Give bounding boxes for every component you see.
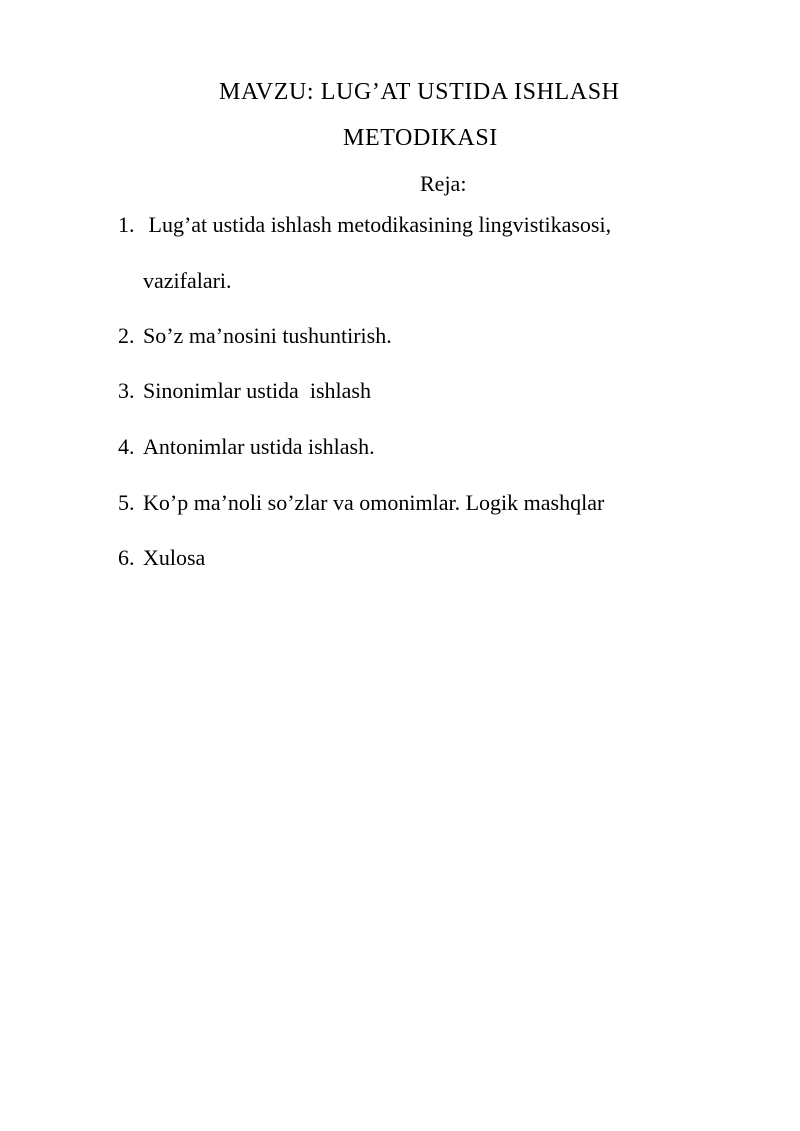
- plan-item-number: 4.: [118, 434, 135, 459]
- plan-item-number: 2.: [118, 323, 135, 348]
- plan-heading: Reja:: [420, 171, 467, 196]
- plan-item-number: 3.: [118, 378, 135, 403]
- plan-item-text: Sinonimlar ustida ishlash: [143, 378, 371, 403]
- plan-item-text: Lug’at ustida ishlash metodikasining lingvistikasosi,: [143, 212, 612, 237]
- document-title-line-1: MAVZU: LUG’AT USTIDA ISHLASH: [219, 79, 620, 105]
- plan-item-number: 6.: [118, 545, 135, 570]
- plan-item-text: Ko’p ma’noli so’zlar va omonimlar. Logik mashqlar: [143, 490, 605, 515]
- plan-item-text-continuation: vazifalari.: [143, 268, 232, 293]
- plan-item-text: Xulosa: [143, 545, 206, 570]
- plan-item-text: So’z ma’nosini tushuntirish.: [143, 323, 392, 348]
- plan-item-number: 5.: [118, 490, 135, 515]
- document-title-line-2: METODIKASI: [343, 125, 498, 151]
- plan-item-number: 1.: [118, 212, 135, 237]
- plan-item-text: Antonimlar ustida ishlash.: [143, 434, 375, 459]
